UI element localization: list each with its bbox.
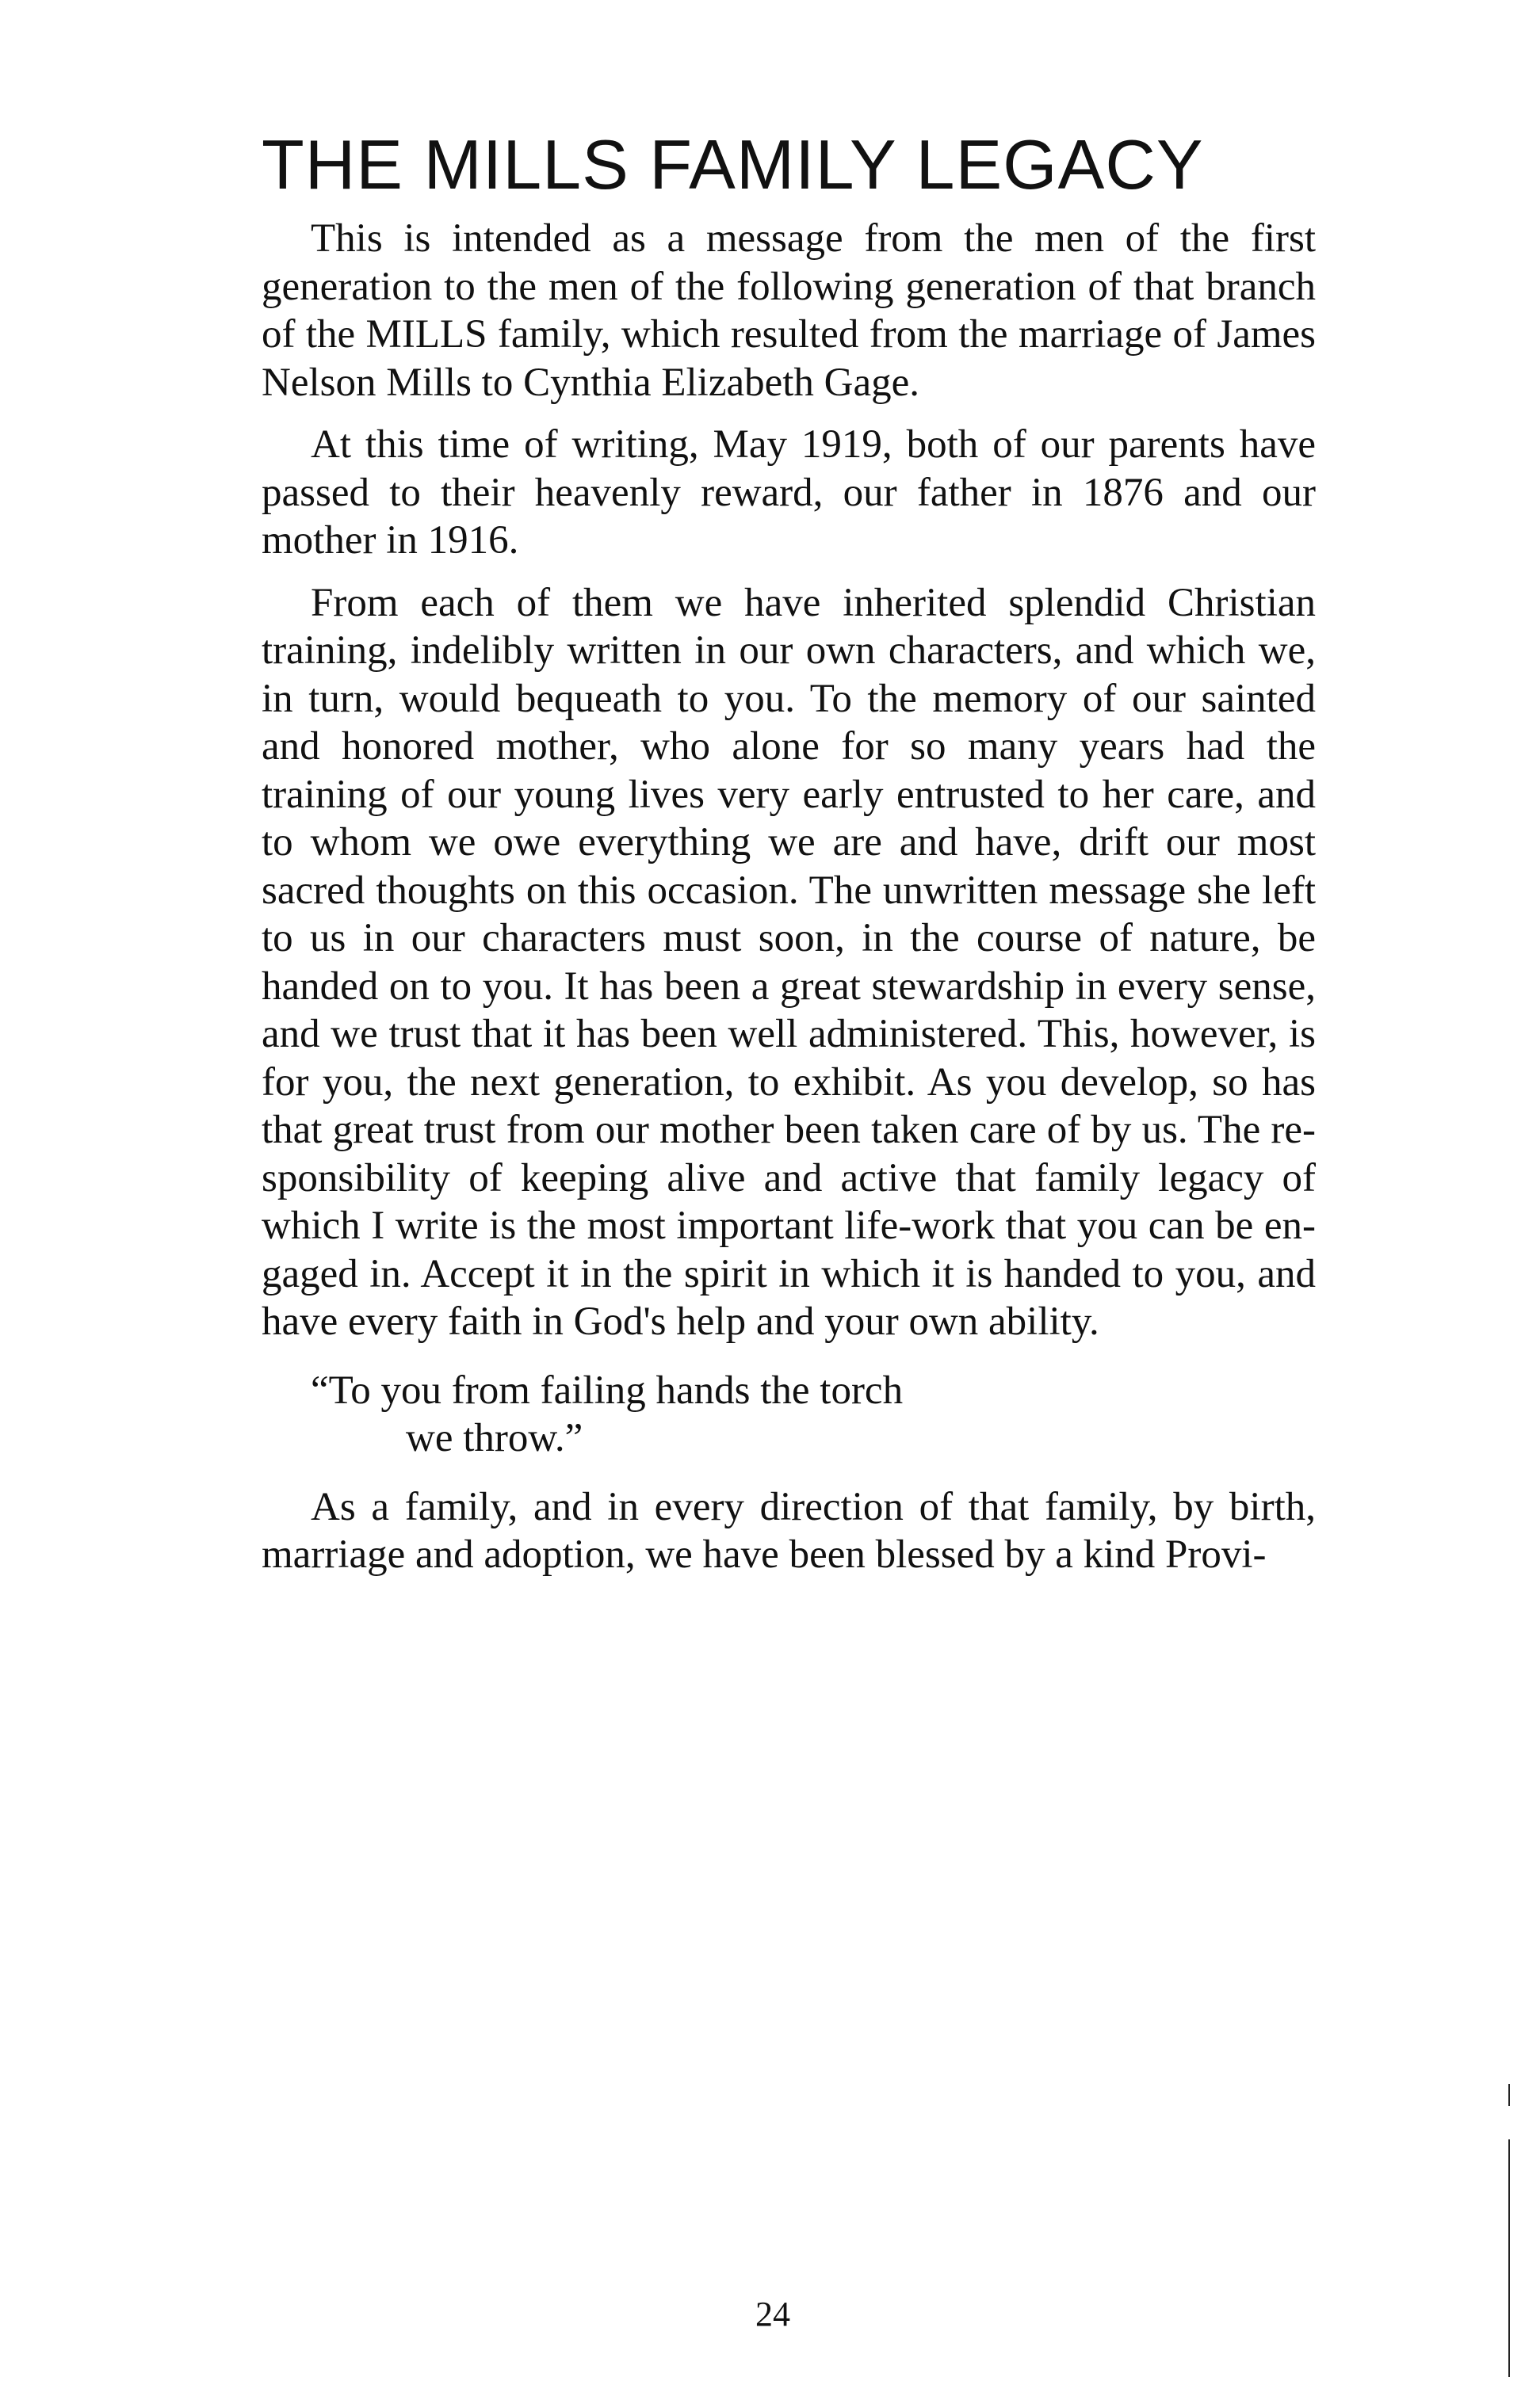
torch-quote: [311, 1367, 1316, 1463]
paragraph-4: As a family, and in every direction of that family, by birth, marriage and adoption, we have been blessed by a kind Provi-: [262, 1484, 1316, 1577]
paragraph-2: At this time of writing, May 1919, both of our parents have passed to their heavenly reward, our father in 1876 and our mother in 1916.: [262, 422, 1316, 563]
quote-line-1: “To you from failing hands the torch: [311, 1368, 904, 1413]
paragraph-3: From each of them we have inherited splendid Christian training, indelibly written in our own characters, and which we, in turn, would bequeath to you. To the memory of our sainted and honored mother, who alone for so many years had the training of our young lives very early entrusted to her care, and to whom we owe everything we are and have, drift our most sacred thoughts on this occasion. The unwritten message she left to us in our characters must soon, in the course of nature, be handed on to you. It has been a great stewardship in every sense, and we trust that it has been well administered. This, however, is for you, the next generation, to exhibit. As you develop, so has that great trust from our mother been taken care of by us. The responsibility of keeping alive and active that family legacy of which I write is the most important life-work that you can be engaged in. Accept it in the spirit in which it is handed to you, and have every faith in God's help and your own ability.: [262, 580, 1316, 1344]
page-number: 24: [755, 2295, 790, 2334]
scan-edge-tick: [1508, 2084, 1510, 2106]
page-title: THE MILLS FAMILY LEGACY: [262, 125, 1204, 204]
paragraph-1: This is intended as a message from the men of the first generation to the men of the following generation of that branch of the MILLS family, which resulted from the marriage of James Nelson Mills to Cynthia Elizabeth Gage.: [262, 216, 1316, 405]
quote-line-2: we throw.”: [406, 1416, 583, 1460]
scan-edge-line: [1508, 2139, 1510, 2377]
page-body: [262, 119, 1316, 1579]
